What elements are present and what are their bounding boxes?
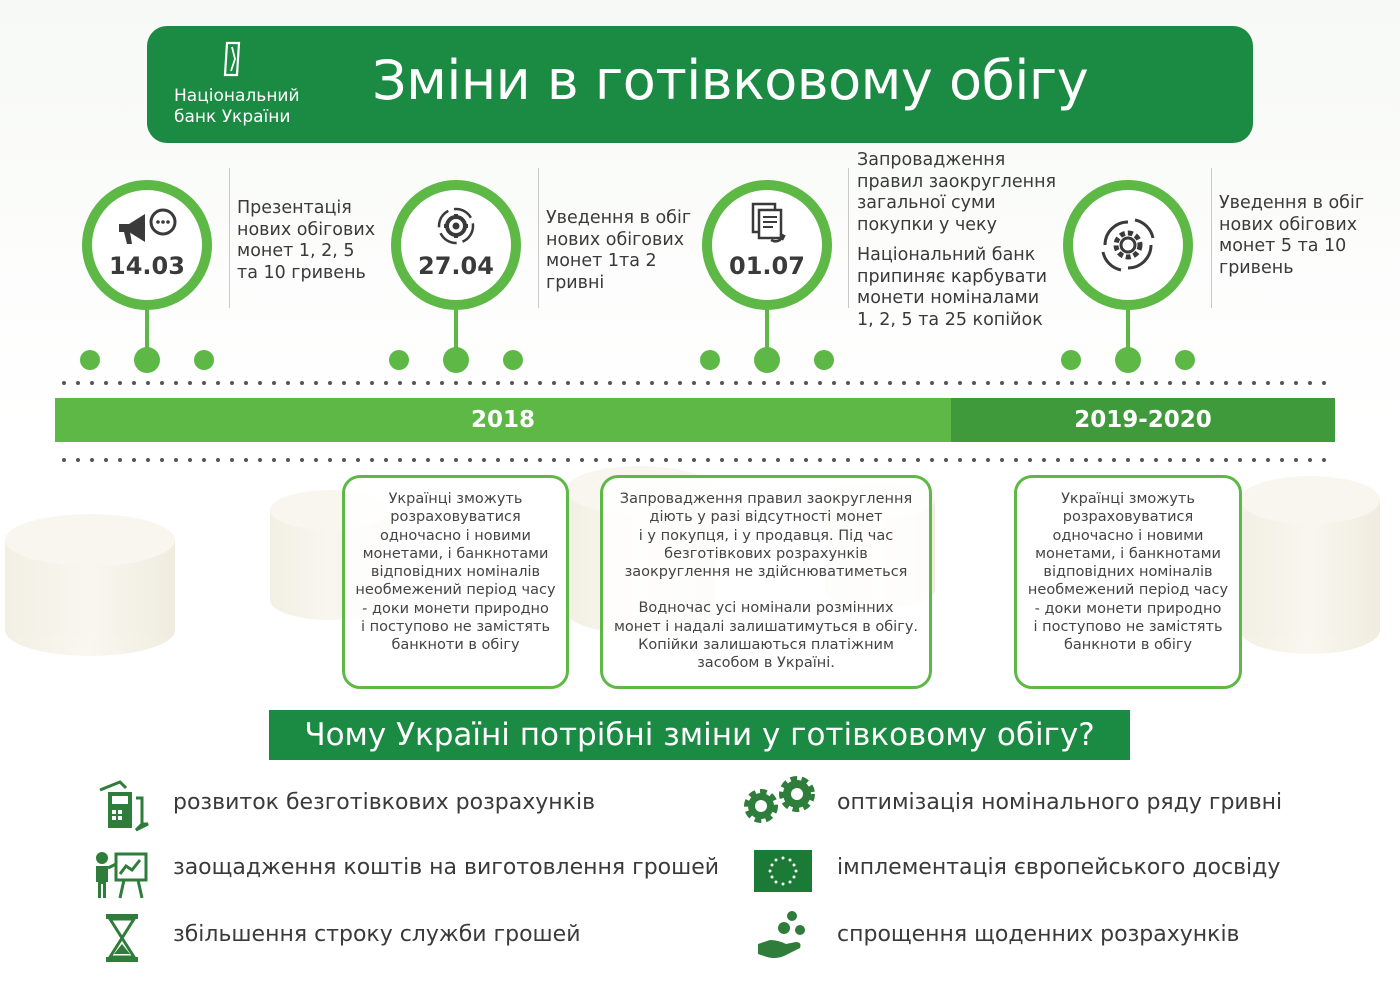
header-banner xyxy=(147,26,1253,143)
text-line: нових обігових xyxy=(237,219,376,240)
info-paragraph xyxy=(1017,490,1239,655)
presenter-chart-icon xyxy=(92,848,150,900)
logo-line-1: Національний xyxy=(174,86,300,106)
card-terminal-icon xyxy=(96,778,152,834)
nbu-logo-icon xyxy=(219,41,245,77)
text-line: заокруглення не здійснюватиметься xyxy=(624,564,908,581)
text-line: Уведення в обіг xyxy=(1219,193,1365,213)
timeline-date-3: 01.07 xyxy=(729,252,805,280)
info-paragraph xyxy=(345,490,566,655)
timeline-divider-1 xyxy=(229,168,230,308)
timeline-divider-2 xyxy=(538,168,539,308)
text-line: покупки у чеку xyxy=(857,214,997,235)
text-line: гривні xyxy=(546,272,605,293)
hand-coins-icon xyxy=(756,910,812,962)
text-line: розраховуватися xyxy=(1062,509,1194,526)
text-line: Водночас усі номінали розмінних xyxy=(638,600,894,617)
timeline-dot xyxy=(503,350,523,370)
timeline-dot xyxy=(1115,347,1141,373)
reason-money-lifespan: збільшення строку служби грошей xyxy=(173,922,581,947)
timeline-divider-3 xyxy=(848,168,849,308)
text-line: Презентація xyxy=(237,198,352,218)
text-line: безготівкових розрахунків xyxy=(664,545,868,562)
reason-cashless-payments: розвиток безготівкових розрахунків xyxy=(173,790,596,815)
dotted-line-bottom xyxy=(62,458,1338,462)
eu-flag-icon xyxy=(754,850,812,892)
text-line: Українці зможуть xyxy=(388,491,523,507)
reason-european-experience: імплементація європейського досвіду xyxy=(837,855,1281,880)
page-title: Зміни в готівковому обігу xyxy=(372,49,1089,112)
text-line: припиняє карбувати xyxy=(857,266,1048,287)
documents-icon xyxy=(747,202,787,246)
text-line: монет 5 та 10 xyxy=(1219,236,1347,256)
timeline-circle-2 xyxy=(391,180,521,310)
text-line: монет і надалі залишатимуться в обігу. xyxy=(613,618,919,635)
gear-arrows-icon xyxy=(1095,212,1161,278)
info-box-3 xyxy=(1014,475,1242,689)
timeline-dot xyxy=(194,350,214,370)
dotted-line-top xyxy=(62,381,1338,385)
timeline-dot xyxy=(814,350,834,370)
text-line: монетами, і банкнотами xyxy=(362,545,549,562)
text-line: та 10 гривень xyxy=(237,262,366,283)
timeline-text-3b xyxy=(857,245,1047,331)
timeline-dot xyxy=(443,347,469,373)
text-line: Національний банк xyxy=(857,245,1036,265)
info-box-1 xyxy=(342,475,569,689)
timeline-dot xyxy=(80,350,100,370)
text-line: нових обігових xyxy=(546,229,685,250)
text-line: - доки монети природно xyxy=(1034,600,1222,617)
text-line: правил заокруглення xyxy=(857,171,1057,192)
timeline-circle-1 xyxy=(82,180,212,310)
reason-denomination-optimization: оптимізація номінального ряду гривні xyxy=(837,790,1283,815)
text-line: одночасно і новими xyxy=(1052,527,1204,544)
text-line: загальної суми xyxy=(857,193,996,213)
text-line: і поступово не замістять xyxy=(1033,619,1223,636)
text-line: гривень xyxy=(1219,257,1294,278)
timeline-dot xyxy=(389,350,409,370)
logo-line-2: банк України xyxy=(174,107,291,127)
text-line: і поступово не замістять xyxy=(360,619,551,636)
reason-simplify-daily-payments: спрощення щоденних розрахунків xyxy=(837,922,1240,947)
timeline-dot xyxy=(134,347,160,373)
megaphone-chat-icon xyxy=(115,208,179,248)
hourglass-icon xyxy=(104,912,140,964)
text-line: необмежений період часу xyxy=(355,582,556,599)
year-bar-2018: 2018 xyxy=(55,398,951,442)
text-line: розраховуватися xyxy=(390,509,521,526)
text-line: 1, 2, 5 та 25 копійок xyxy=(857,309,1043,330)
text-line: банкноти в обігу xyxy=(1063,637,1193,654)
text-line: Уведення в обіг xyxy=(546,208,692,228)
timeline-dot xyxy=(700,350,720,370)
timeline-circle-3 xyxy=(702,180,832,310)
year-bar-2019-2020: 2019-2020 xyxy=(951,398,1335,442)
text-line: - доки монети природно xyxy=(362,600,549,617)
text-line: відповідних номіналів xyxy=(1043,564,1213,581)
text-line: одночасно і новими xyxy=(380,527,531,544)
text-line: Копійки залишаються платіжним xyxy=(638,637,894,654)
text-line: монет 1, 2, 5 xyxy=(237,241,355,261)
text-line: Українці зможуть xyxy=(1061,491,1195,507)
timeline-text-4 xyxy=(1219,193,1364,279)
info-paragraph xyxy=(603,599,929,672)
timeline-dot xyxy=(1061,350,1081,370)
timeline-divider-4 xyxy=(1211,168,1212,308)
timeline-date-1: 14.03 xyxy=(109,252,185,280)
timeline-date-2: 27.04 xyxy=(418,252,494,280)
text-line: монети номіналами xyxy=(857,288,1040,308)
timeline-text-1 xyxy=(237,198,375,284)
timeline-dot xyxy=(1175,350,1195,370)
info-box-2 xyxy=(600,475,932,689)
why-section-title: Чому Україні потрібні зміни у готівковому обігу? xyxy=(269,710,1130,760)
nbu-logo-text xyxy=(174,86,314,128)
text-line: Запровадження xyxy=(857,150,1006,170)
text-line: Запровадження правил заокруглення xyxy=(619,491,913,507)
text-line: монетами, і банкнотами xyxy=(1035,545,1221,562)
text-line: необмежений період часу xyxy=(1027,582,1229,599)
gears-icon xyxy=(741,776,821,826)
timeline-dot xyxy=(754,347,780,373)
text-line: засобом в Україні. xyxy=(697,655,835,672)
text-line: відповідних номіналів xyxy=(370,564,541,581)
timeline-circle-4 xyxy=(1063,180,1193,310)
text-line: діють у разі відсутності монет xyxy=(649,509,883,526)
timeline-text-3a xyxy=(857,150,1056,236)
info-paragraph xyxy=(603,490,929,581)
text-line: монет 1та 2 xyxy=(546,251,657,271)
text-line: і у покупця, і у продавця. Під час xyxy=(638,527,894,544)
text-line: нових обігових xyxy=(1219,214,1358,235)
gear-cycle-icon xyxy=(432,204,480,248)
reason-cost-savings: заощадження коштів на виготовлення грошей xyxy=(173,855,720,880)
text-line: банкноти в обігу xyxy=(391,637,520,654)
timeline-text-2 xyxy=(546,208,691,294)
